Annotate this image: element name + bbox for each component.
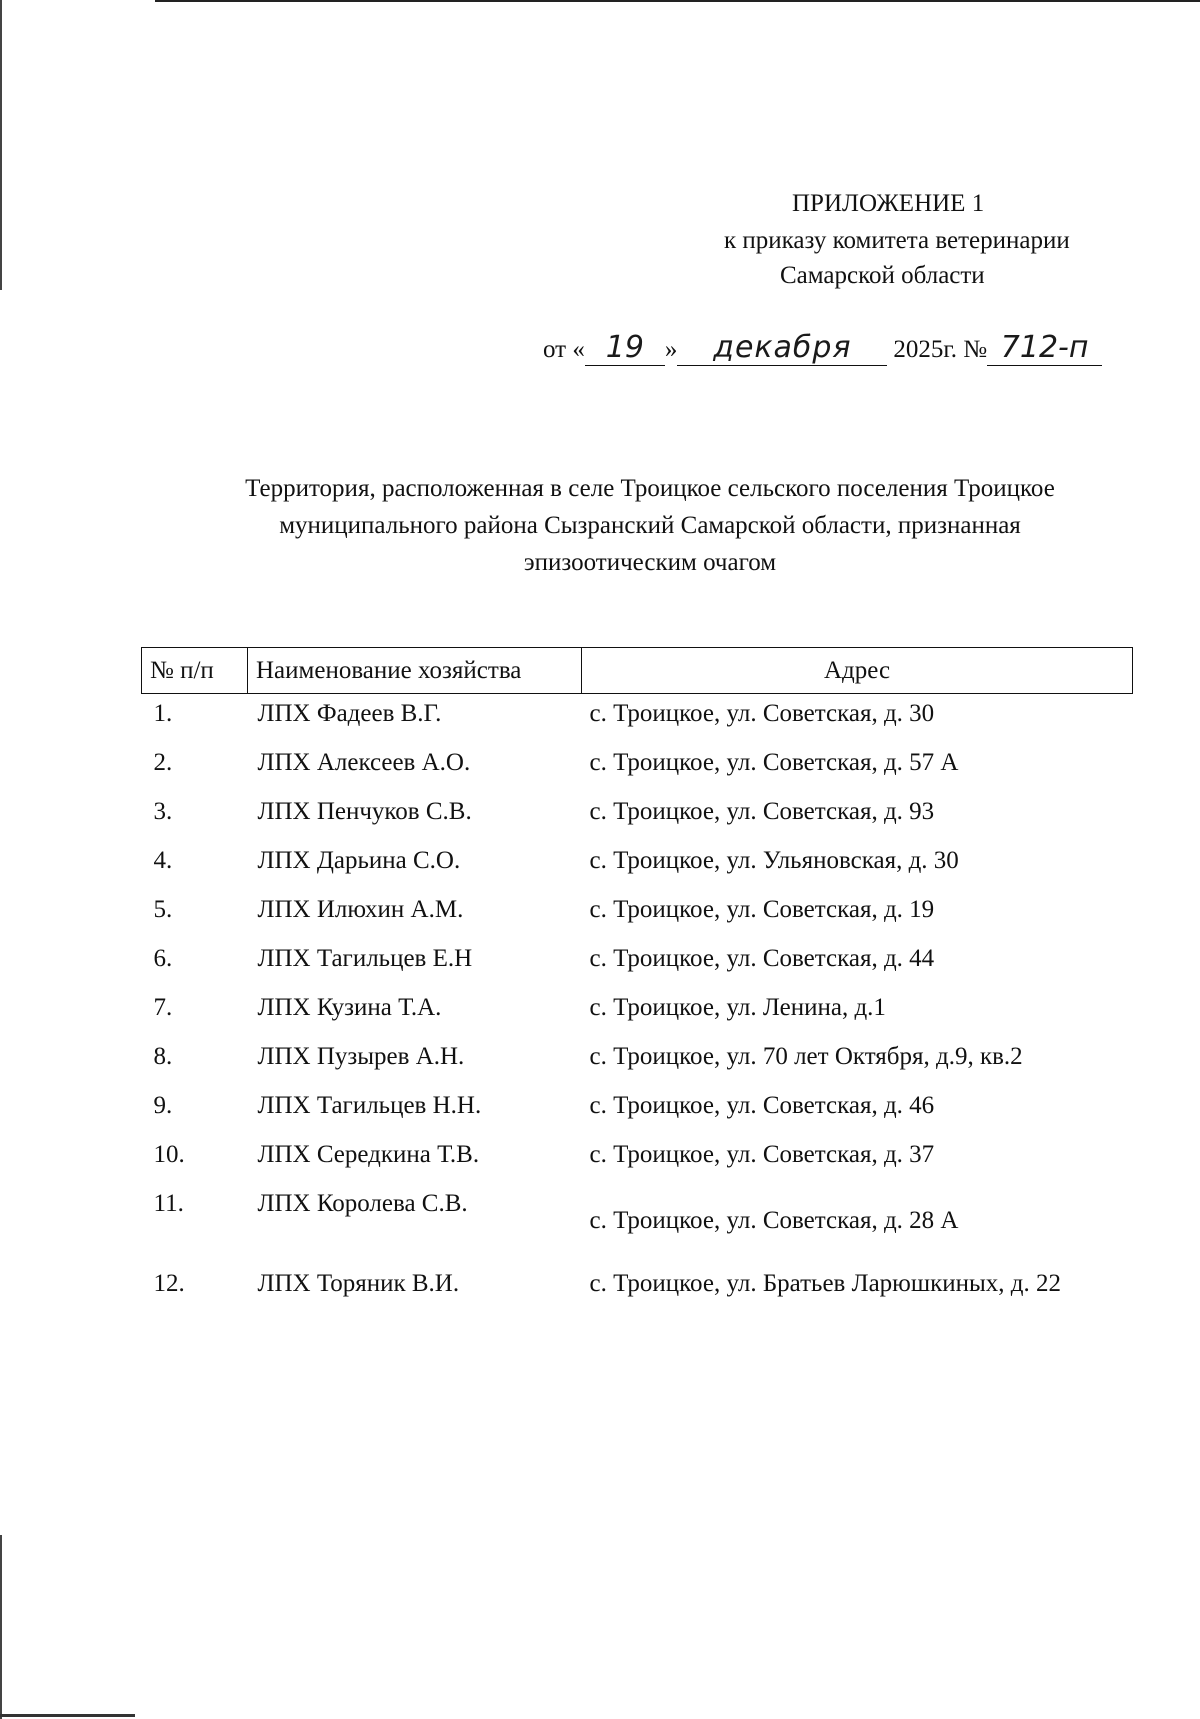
row-address: с. Троицкое, ул. Советская, д. 37 (589, 1141, 935, 1168)
row-address: с. Троицкое, ул. Советская, д. 19 (589, 896, 935, 923)
row-farm-name: ЛПХ Фадеев В.Г. (257, 700, 442, 727)
scan-edge-left-lower (0, 1535, 2, 1719)
row-farm-name: ЛПХ Тагильцев Е.Н (257, 945, 473, 972)
row-farm-name: ЛПХ Пузырев А.Н. (257, 1043, 465, 1070)
row-address: с. Троицкое, ул. Советская, д. 46 (589, 1092, 935, 1119)
row-farm-name: ЛПХ Пенчуков С.В. (257, 798, 472, 825)
order-day-handwritten: 19 (585, 330, 665, 366)
row-address: с. Троицкое, ул. Советская, д. 30 (589, 700, 935, 727)
row-address: с. Троицкое, ул. Советская, д. 44 (589, 945, 935, 972)
table-row (142, 841, 1133, 890)
row-farm-name: ЛПХ Илюхин А.М. (257, 896, 464, 923)
heading-line-1: Территория, расположенная в селе Троицкое сельского поселения Троицкое (245, 475, 1055, 502)
heading-line-2: муниципального района Сызранский Самарской области, признанная (279, 512, 1021, 539)
row-farm-name: ЛПХ Торяник В.И. (257, 1270, 460, 1297)
order-number-handwritten: 712-п (987, 330, 1102, 366)
row-farm-name: ЛПХ Середкина Т.В. (257, 1141, 480, 1168)
appendix-region: Самарской области (780, 262, 985, 289)
row-number: 3. (153, 798, 173, 825)
order-month-handwritten: декабря (677, 330, 887, 366)
heading-line-3: эпизоотическим очагом (523, 549, 777, 576)
row-number: 8. (153, 1043, 173, 1070)
table-row (142, 939, 1133, 988)
row-address: с. Троицкое, ул. Советская, д. 93 (589, 798, 935, 825)
row-address: с. Троицкое, ул. Ленина, д.1 (589, 994, 886, 1021)
row-number: 7. (153, 994, 173, 1021)
row-farm-name: ЛПХ Королева С.В. (257, 1190, 468, 1217)
appendix-order-reference: к приказу комитета ветеринарии (724, 227, 1070, 254)
table-row (142, 988, 1133, 1037)
scan-edge-left (0, 0, 2, 290)
row-farm-name: ЛПХ Алексеев А.О. (257, 749, 471, 776)
row-address: с. Троицкое, ул. 70 лет Октября, д.9, кв.2 (589, 1043, 1023, 1070)
order-year: 2025г. № (893, 336, 988, 363)
row-number: 10. (153, 1141, 185, 1168)
table-row (142, 890, 1133, 939)
appendix-title: ПРИЛОЖЕНИЕ 1 (792, 190, 985, 217)
row-farm-name: ЛПХ Кузина Т.А. (257, 994, 442, 1021)
row-number: 5. (153, 896, 173, 923)
row-address: с. Троицкое, ул. Ульяновская, д. 30 (589, 847, 959, 874)
table-row (142, 1037, 1133, 1086)
header-number: № п/п (142, 648, 248, 694)
scan-edge-bottom (0, 1714, 135, 1717)
table-row (142, 792, 1133, 841)
row-number: 11. (153, 1190, 184, 1217)
row-number: 12. (153, 1270, 185, 1297)
row-number: 1. (153, 700, 173, 727)
scan-edge-top (155, 0, 1200, 2)
order-prefix: от « (543, 336, 585, 363)
row-farm-name: ЛПХ Дарьина С.О. (257, 847, 461, 874)
table-row (142, 1264, 1133, 1313)
header-address: Адрес (582, 648, 1133, 694)
table-row (142, 694, 1133, 744)
order-quote-close: » (664, 336, 678, 363)
order-date-line (543, 330, 1102, 366)
farms-table (141, 647, 1133, 1313)
row-number: 6. (153, 945, 173, 972)
row-address: с. Троицкое, ул. Советская, д. 28 А (589, 1207, 959, 1234)
row-farm-name: ЛПХ Тагильцев Н.Н. (257, 1092, 482, 1119)
row-address: с. Троицкое, ул. Советская, д. 57 А (589, 749, 959, 776)
row-number: 9. (153, 1092, 173, 1119)
table-row (142, 1135, 1133, 1184)
table-header-row (142, 648, 1133, 694)
document-heading (150, 470, 1150, 581)
table-row (142, 1184, 1133, 1264)
row-number: 4. (153, 847, 173, 874)
table-row (142, 743, 1133, 792)
table-row (142, 1086, 1133, 1135)
header-farm-name: Наименование хозяйства (248, 648, 582, 694)
row-number: 2. (153, 749, 173, 776)
row-address: с. Троицкое, ул. Братьев Ларюшкиных, д. 22 (589, 1270, 1062, 1297)
